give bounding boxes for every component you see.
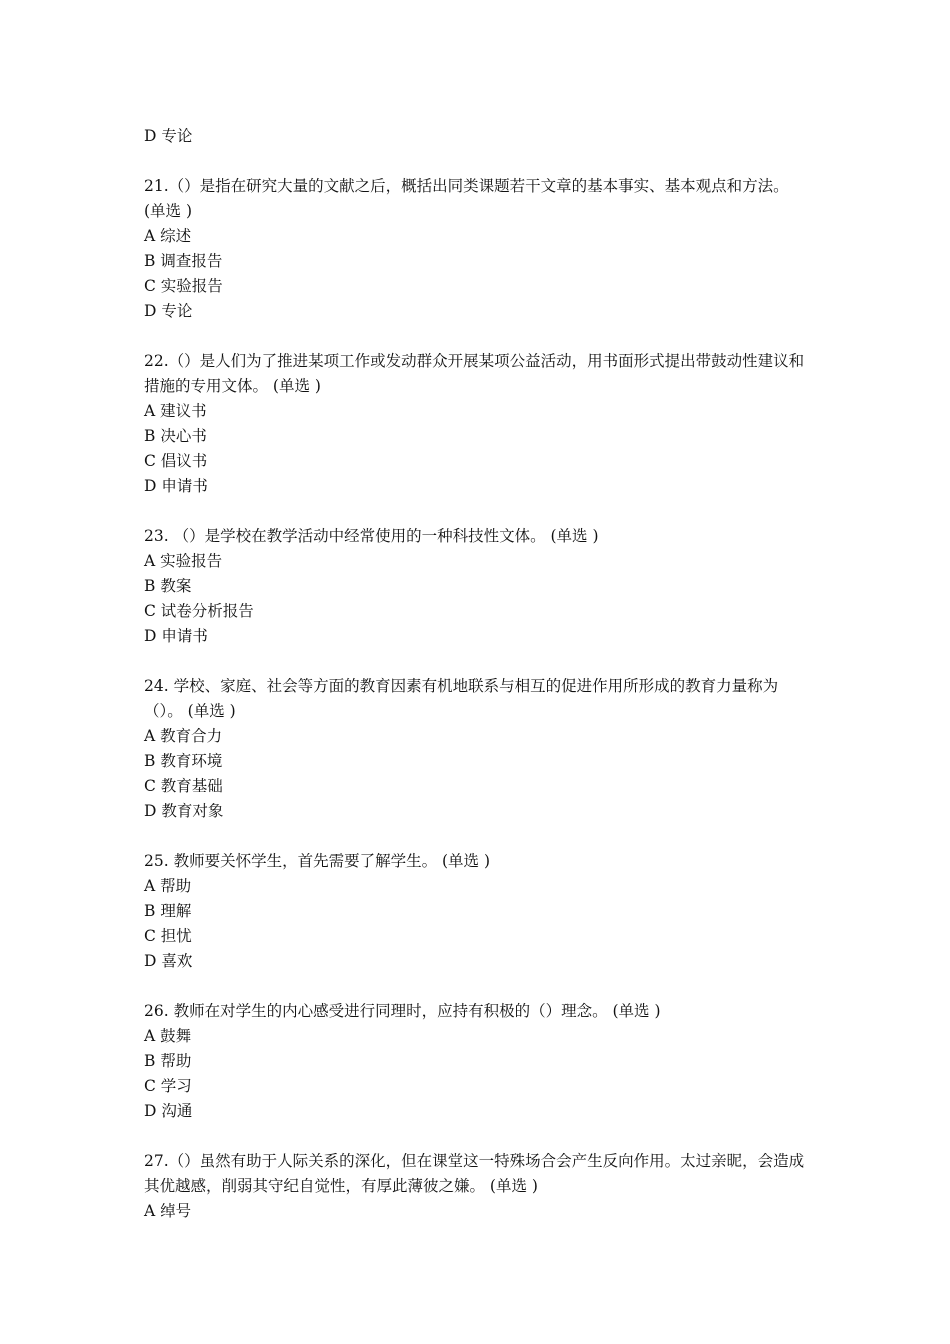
option-text: A 帮助 xyxy=(144,877,192,895)
option-text: B 调查报告 xyxy=(144,252,223,270)
option-text: A 实验报告 xyxy=(144,552,223,570)
option-text: A 综述 xyxy=(144,227,192,245)
question-block xyxy=(144,1149,812,1224)
option-text: A 建议书 xyxy=(144,402,207,420)
spacer xyxy=(144,324,812,349)
spacer xyxy=(144,149,812,174)
question-block xyxy=(144,524,812,649)
option-text: D 教育对象 xyxy=(144,802,224,820)
option-text: B 决心书 xyxy=(144,427,207,445)
option-text: B 帮助 xyxy=(144,1052,192,1070)
option-text: B 教育环境 xyxy=(144,752,223,770)
question-block xyxy=(144,174,812,324)
option-text: D 沟通 xyxy=(144,1102,193,1120)
option-text: C 实验报告 xyxy=(144,277,223,295)
option-text: D 专论 xyxy=(144,127,193,145)
option-text: D 专论 xyxy=(144,302,193,320)
option-text: B 教案 xyxy=(144,577,192,595)
question-block xyxy=(144,674,812,824)
question-stem: 22.（）是人们为了推进某项工作或发动群众开展某项公益活动，用书面形式提出带鼓动性建议和措施的专用文体。 (单选 ) xyxy=(144,352,805,395)
spacer xyxy=(144,1124,812,1149)
spacer xyxy=(144,824,812,849)
option-text: C 担忧 xyxy=(144,927,192,945)
question-stem: 23. （）是学校在教学活动中经常使用的一种科技性文体。 (单选 ) xyxy=(144,527,599,545)
option-text: B 理解 xyxy=(144,902,192,920)
option-text: C 倡议书 xyxy=(144,452,208,470)
question-block xyxy=(144,999,812,1124)
document-page xyxy=(144,124,812,1224)
question-stem: 27.（）虽然有助于人际关系的深化，但在课堂这一特殊场合会产生反向作用。太过亲昵，会造成其优越感，削弱其守纪自觉性，有厚此薄彼之嫌。 (单选 ) xyxy=(144,1152,805,1195)
question-stem: 26. 教师在对学生的内心感受进行同理时，应持有积极的（）理念。 (单选 ) xyxy=(144,1002,661,1020)
option-text: A 鼓舞 xyxy=(144,1027,192,1045)
question-stem: 24. 学校、家庭、社会等方面的教育因素有机地联系与相互的促进作用所形成的教育力量称为（）。 (单选 ) xyxy=(144,677,779,720)
option-text: A 绰号 xyxy=(144,1202,192,1220)
option-text: C 试卷分析报告 xyxy=(144,602,254,620)
spacer xyxy=(144,974,812,999)
question-block xyxy=(144,849,812,974)
option-text: D 喜欢 xyxy=(144,952,193,970)
option-text: C 教育基础 xyxy=(144,777,223,795)
option-text: C 学习 xyxy=(144,1077,192,1095)
option-text: D 申请书 xyxy=(144,627,208,645)
option-text: D 申请书 xyxy=(144,477,208,495)
option-text: A 教育合力 xyxy=(144,727,223,745)
question-block xyxy=(144,349,812,499)
spacer xyxy=(144,499,812,524)
question-stem: 25. 教师要关怀学生，首先需要了解学生。 (单选 ) xyxy=(144,852,491,870)
question-stem: 21.（）是指在研究大量的文献之后，概括出同类课题若干文章的基本事实、基本观点和方法。 (单选 ) xyxy=(144,177,789,220)
spacer xyxy=(144,649,812,674)
